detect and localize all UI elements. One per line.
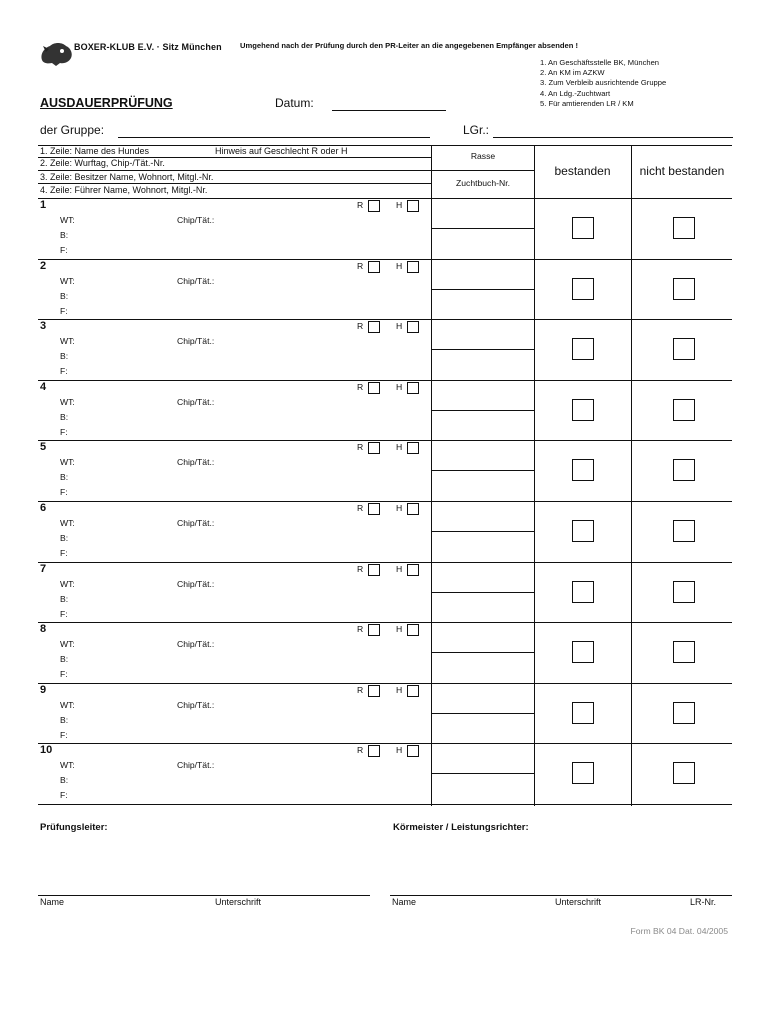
- rasse-zuchtbuch-divider: [432, 652, 534, 653]
- bestanden-checkbox[interactable]: [572, 338, 594, 360]
- nicht-bestanden-checkbox[interactable]: [673, 702, 695, 724]
- recipient-item: 1. An Geschäftsstelle BK, München: [540, 58, 660, 67]
- rasse-zuchtbuch-divider: [432, 228, 534, 229]
- datum-label: Datum:: [275, 96, 314, 110]
- besitzer-label: B:: [60, 230, 69, 240]
- gender-r-label: R: [357, 382, 364, 392]
- rasse-zuchtbuch-divider: [432, 349, 534, 350]
- wt-label: WT:: [60, 579, 75, 589]
- header-line2: 2. Zeile: Wurftag, Chip-/Tät.-Nr.: [40, 158, 165, 168]
- organization-name: BOXER-KLUB E.V. · Sitz München: [74, 42, 222, 52]
- lgr-label: LGr.:: [463, 123, 490, 137]
- chip-label: Chip/Tät.:: [177, 336, 215, 346]
- gender-h-checkbox[interactable]: [407, 200, 419, 212]
- recipient-list: [540, 58, 666, 109]
- fuehrer-label: F:: [60, 245, 68, 255]
- row-top-border: [38, 198, 732, 199]
- recipient-item: 3. Zum Verbleib ausrichtende Gruppe: [540, 78, 667, 88]
- gender-h-label: H: [396, 745, 403, 755]
- chip-label: Chip/Tät.:: [177, 276, 215, 286]
- row-top-border: [38, 683, 732, 684]
- gender-r-label: R: [357, 685, 364, 695]
- gender-h-checkbox[interactable]: [407, 685, 419, 697]
- bestanden-checkbox[interactable]: [572, 702, 594, 724]
- besitzer-label: B:: [60, 654, 69, 664]
- gender-r-label: R: [357, 442, 364, 452]
- chip-label: Chip/Tät.:: [177, 700, 215, 710]
- gender-r-checkbox[interactable]: [368, 442, 380, 454]
- entry-number: 8: [40, 623, 47, 635]
- gender-h-checkbox[interactable]: [407, 503, 419, 515]
- entry-number: 5: [40, 441, 47, 453]
- entry-number: 2: [40, 260, 47, 272]
- nicht-bestanden-checkbox[interactable]: [673, 581, 695, 603]
- header-divider: [38, 183, 431, 184]
- row-top-border: [38, 562, 732, 563]
- gender-h-checkbox[interactable]: [407, 321, 419, 333]
- bestanden-checkbox[interactable]: [572, 399, 594, 421]
- nicht-bestanden-checkbox[interactable]: [673, 520, 695, 542]
- gender-h-checkbox[interactable]: [407, 745, 419, 757]
- nicht-bestanden-checkbox[interactable]: [673, 762, 695, 784]
- row-top-border: [38, 380, 732, 381]
- nicht-bestanden-header: nicht bestanden: [639, 164, 725, 178]
- dispatch-instruction: Umgehend nach der Prüfung durch den PR-Leiter an die angegebenen Empfänger absenden !: [240, 41, 578, 50]
- wt-label: WT:: [60, 760, 75, 770]
- recipient-item: 4. An Ldg.-Zuchtwart: [540, 88, 611, 98]
- gender-r-checkbox[interactable]: [368, 503, 380, 515]
- fuehrer-label: F:: [60, 730, 68, 740]
- nicht-bestanden-checkbox[interactable]: [673, 278, 695, 300]
- form-identifier: Form BK 04 Dat. 04/2005: [630, 926, 728, 936]
- gender-r-checkbox[interactable]: [368, 564, 380, 576]
- fuehrer-label: F:: [60, 366, 68, 376]
- gender-h-label: H: [396, 382, 403, 392]
- chip-label: Chip/Tät.:: [177, 579, 215, 589]
- koermeister-label: Körmeister / Leistungsrichter:: [393, 822, 529, 833]
- gender-r-label: R: [357, 564, 364, 574]
- chip-label: Chip/Tät.:: [177, 518, 215, 528]
- gender-r-label: R: [357, 321, 364, 331]
- besitzer-label: B:: [60, 533, 69, 543]
- gender-r-label: R: [357, 624, 364, 634]
- wt-label: WT:: [60, 457, 75, 467]
- fuehrer-label: F:: [60, 669, 68, 679]
- gender-h-label: H: [396, 321, 403, 331]
- gender-r-label: R: [357, 200, 364, 210]
- gender-h-label: H: [396, 200, 403, 210]
- bestanden-checkbox[interactable]: [572, 217, 594, 239]
- chip-label: Chip/Tät.:: [177, 215, 215, 225]
- entry-number: 7: [40, 563, 47, 575]
- nicht-bestanden-checkbox[interactable]: [673, 217, 695, 239]
- name-caption: Name: [40, 897, 65, 907]
- besitzer-label: B:: [60, 291, 69, 301]
- rasse-zuchtbuch-divider: [432, 713, 534, 714]
- pruefungsleiter-label: Prüfungsleiter:: [40, 822, 108, 833]
- fuehrer-label: F:: [60, 306, 68, 316]
- rasse-zuchtbuch-divider: [432, 410, 534, 411]
- fuehrer-label: F:: [60, 790, 68, 800]
- wt-label: WT:: [60, 518, 75, 528]
- header-line3: 3. Zeile: Besitzer Name, Wohnort, Mitgl.-Nr.: [40, 172, 214, 182]
- boxer-dog-logo-icon: [38, 40, 74, 68]
- besitzer-label: B:: [60, 472, 69, 482]
- rasse-zuchtbuch-divider: [432, 592, 534, 593]
- gender-h-checkbox[interactable]: [407, 261, 419, 273]
- besitzer-label: B:: [60, 715, 69, 725]
- bestanden-header: bestanden: [554, 164, 611, 178]
- gender-h-checkbox[interactable]: [407, 442, 419, 454]
- gender-r-checkbox[interactable]: [368, 261, 380, 273]
- wt-label: WT:: [60, 639, 75, 649]
- nicht-bestanden-checkbox[interactable]: [673, 641, 695, 663]
- gender-r-label: R: [357, 745, 364, 755]
- unterschrift-caption: Unterschrift: [215, 897, 262, 907]
- gender-r-label: R: [357, 261, 364, 271]
- wt-label: WT:: [60, 397, 75, 407]
- koermeister-signature-line[interactable]: [390, 895, 732, 896]
- form-title: AUSDAUERPRÜFUNG: [40, 96, 173, 110]
- gender-h-checkbox[interactable]: [407, 624, 419, 636]
- recipient-item: 2. An KM im AZKW: [540, 68, 605, 78]
- besitzer-label: B:: [60, 412, 69, 422]
- row-top-border: [38, 259, 732, 260]
- bestanden-checkbox[interactable]: [572, 641, 594, 663]
- gender-h-label: H: [396, 624, 403, 634]
- gender-r-checkbox[interactable]: [368, 745, 380, 757]
- rasse-zuchtbuch-divider: [432, 289, 534, 290]
- entry-number: 10: [40, 744, 53, 756]
- gender-h-label: H: [396, 261, 403, 271]
- nicht-bestanden-checkbox[interactable]: [673, 399, 695, 421]
- fuehrer-label: F:: [60, 609, 68, 619]
- table-bottom-border: [38, 804, 732, 805]
- gender-r-checkbox[interactable]: [368, 382, 380, 394]
- row-top-border: [38, 501, 732, 502]
- bestanden-checkbox[interactable]: [572, 459, 594, 481]
- rasse-zuchtbuch-divider: [432, 470, 534, 471]
- name-caption: Name: [392, 897, 417, 907]
- entry-number: 1: [40, 199, 47, 211]
- bestanden-checkbox[interactable]: [572, 278, 594, 300]
- gender-h-label: H: [396, 503, 403, 513]
- gender-h-label: H: [396, 442, 403, 452]
- rasse-divider: [432, 170, 534, 171]
- gender-h-label: H: [396, 564, 403, 574]
- row-top-border: [38, 743, 732, 744]
- column-divider: [631, 145, 632, 806]
- lr-nr-caption: LR-Nr.: [690, 897, 717, 907]
- entry-number: 9: [40, 684, 47, 696]
- wt-label: WT:: [60, 276, 75, 286]
- entry-number: 3: [40, 320, 47, 332]
- wt-label: WT:: [60, 336, 75, 346]
- pruefungsleiter-signature-line[interactable]: [38, 895, 370, 896]
- gruppe-field-line[interactable]: [118, 137, 430, 138]
- column-divider: [431, 145, 432, 806]
- nicht-bestanden-checkbox[interactable]: [673, 459, 695, 481]
- header-line4: 4. Zeile: Führer Name, Wohnort, Mitgl.-Nr.: [40, 185, 208, 195]
- row-top-border: [38, 440, 732, 441]
- row-top-border: [38, 622, 732, 623]
- chip-label: Chip/Tät.:: [177, 639, 215, 649]
- gender-r-checkbox[interactable]: [368, 624, 380, 636]
- column-divider: [534, 145, 535, 806]
- fuehrer-label: F:: [60, 487, 68, 497]
- wt-label: WT:: [60, 215, 75, 225]
- rasse-zuchtbuch-divider: [432, 773, 534, 774]
- gruppe-label: der Gruppe:: [40, 123, 105, 137]
- besitzer-label: B:: [60, 775, 69, 785]
- recipient-item: 5. Für amtierenden LR / KM: [540, 98, 634, 108]
- entry-number: 4: [40, 381, 47, 393]
- fuehrer-label: F:: [60, 427, 68, 437]
- bestanden-checkbox[interactable]: [572, 520, 594, 542]
- chip-label: Chip/Tät.:: [177, 397, 215, 407]
- rasse-header: Rasse: [470, 151, 496, 161]
- header-line1: 1. Zeile: Name des Hundes: [40, 146, 150, 156]
- datum-field-line[interactable]: [332, 110, 446, 111]
- gender-r-checkbox[interactable]: [368, 321, 380, 333]
- chip-label: Chip/Tät.:: [177, 457, 215, 467]
- zuchtbuch-header: Zuchtbuch-Nr.: [456, 178, 510, 188]
- gender-r-checkbox[interactable]: [368, 200, 380, 212]
- entry-number: 6: [40, 502, 47, 514]
- chip-label: Chip/Tät.:: [177, 760, 215, 770]
- fuehrer-label: F:: [60, 548, 68, 558]
- besitzer-label: B:: [60, 351, 69, 361]
- besitzer-label: B:: [60, 594, 69, 604]
- gender-h-checkbox[interactable]: [407, 382, 419, 394]
- wt-label: WT:: [60, 700, 75, 710]
- bestanden-checkbox[interactable]: [572, 581, 594, 603]
- gender-r-checkbox[interactable]: [368, 685, 380, 697]
- gender-r-label: R: [357, 503, 364, 513]
- bestanden-checkbox[interactable]: [572, 762, 594, 784]
- row-top-border: [38, 319, 732, 320]
- gender-h-checkbox[interactable]: [407, 564, 419, 576]
- nicht-bestanden-checkbox[interactable]: [673, 338, 695, 360]
- unterschrift-caption: Unterschrift: [555, 897, 602, 907]
- header-divider: [38, 170, 431, 171]
- rasse-zuchtbuch-divider: [432, 531, 534, 532]
- header-gender-hint: Hinweis auf Geschlecht R oder H: [215, 146, 348, 156]
- lgr-field-line[interactable]: [493, 137, 733, 138]
- gender-h-label: H: [396, 685, 403, 695]
